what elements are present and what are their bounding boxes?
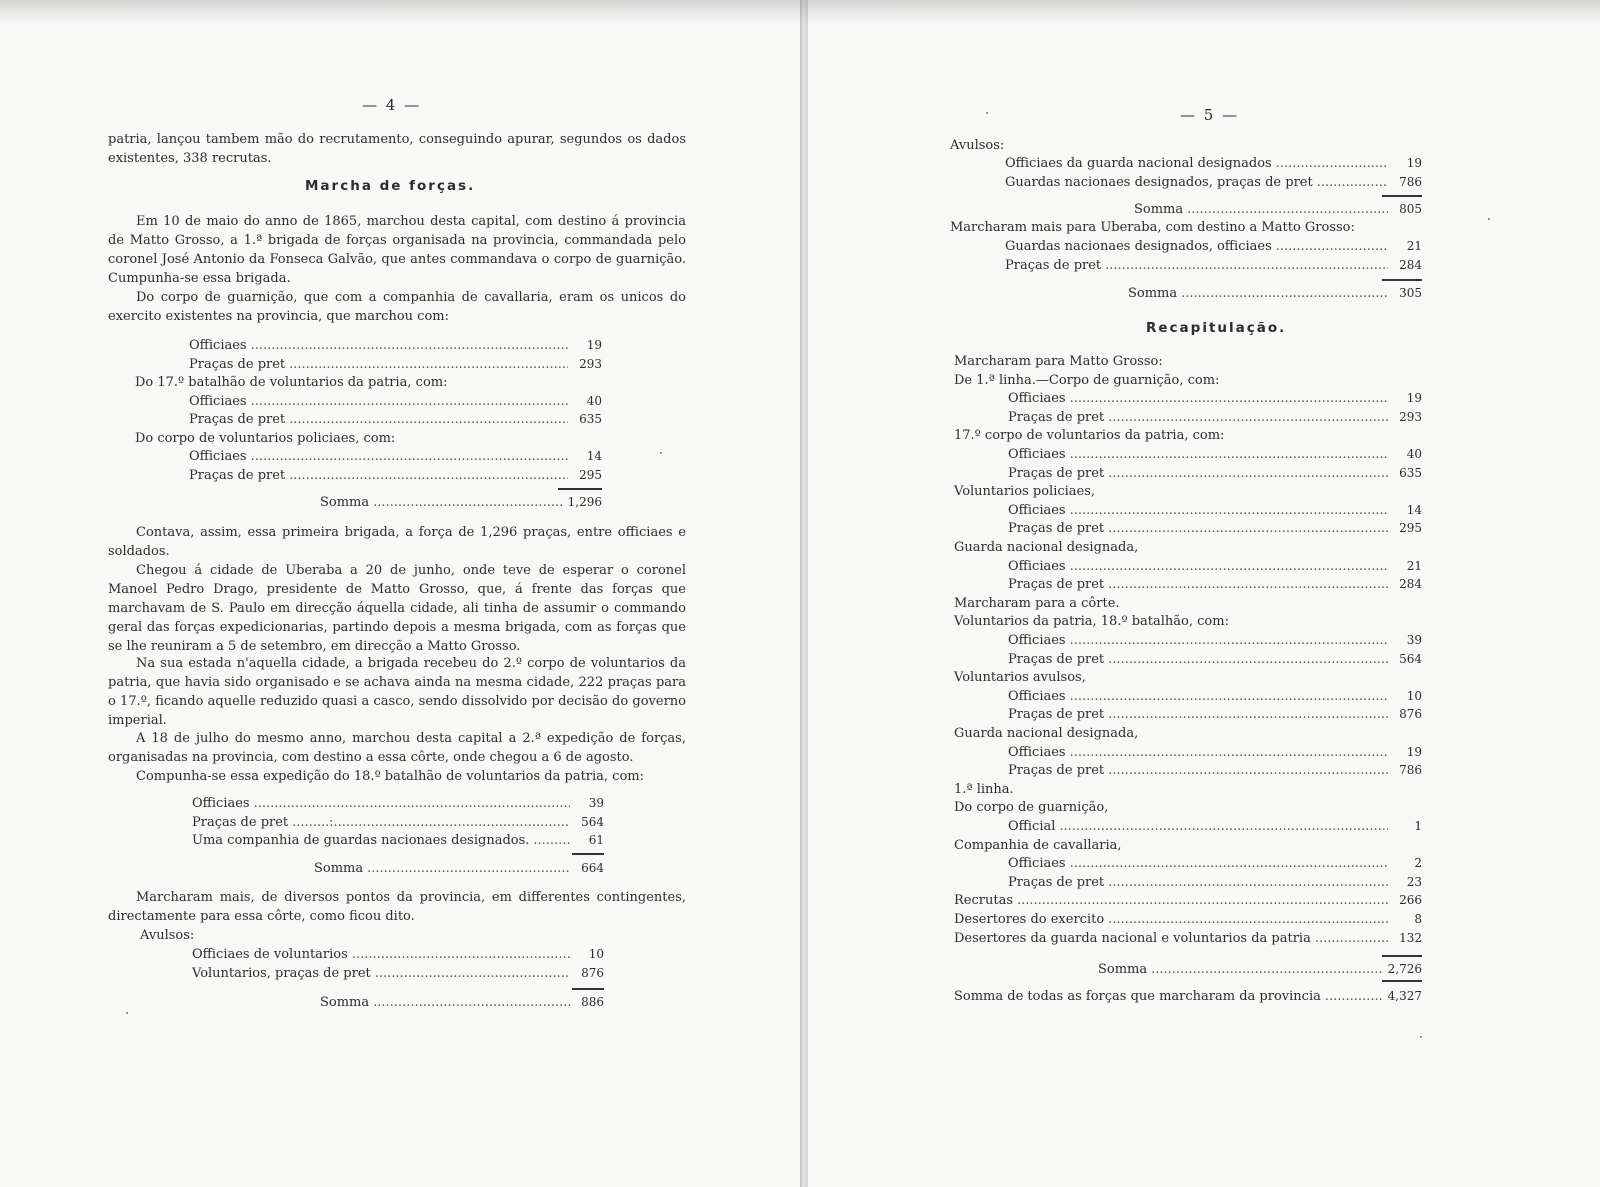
- row-label: De 1.ª linha.—Corpo de guarnição, com:: [954, 372, 1220, 388]
- table-row: [954, 910, 1422, 929]
- row-label: Praças de pret: [1008, 465, 1105, 481]
- row-value: 19: [1406, 156, 1422, 170]
- row-label: Praças de pret: [189, 356, 286, 372]
- table-row: [1008, 519, 1422, 538]
- leader-dots: [1070, 854, 1388, 873]
- row-label: Voluntarios, praças de pret: [192, 965, 371, 981]
- leader-dots: [1108, 519, 1388, 538]
- row-label: Marcharam para a côrte.: [954, 595, 1120, 611]
- leader-dots: [1317, 173, 1388, 192]
- leader-dots: [1187, 200, 1388, 219]
- row-label: Do 17.º batalhão de voluntarios da patria, com:: [135, 375, 448, 390]
- row-value: 14: [1406, 502, 1422, 517]
- table-row: [192, 813, 604, 832]
- row-label: 17.º corpo de voluntarios da patria, com:: [954, 428, 1225, 444]
- leader-dots: [1108, 705, 1388, 724]
- leader-dots: [1070, 389, 1388, 408]
- table-row: [954, 426, 1422, 445]
- row-label: Companhia de cavallaria,: [954, 837, 1122, 853]
- table-row: [192, 794, 604, 813]
- row-value: 19: [1406, 391, 1422, 406]
- total-label: Somma: [1098, 962, 1148, 977]
- leader-dots: [367, 859, 570, 878]
- total-label: Somma: [320, 995, 370, 1010]
- row-label: Officiaes de voluntarios: [192, 947, 348, 962]
- table-row: [189, 392, 602, 411]
- paragraph: Marcharam mais, de diversos pontos da provincia, em differentes contingentes, directamente para essa côrte, como ficou dito.: [108, 890, 686, 924]
- leader-dots: [1108, 761, 1388, 780]
- table-row: [189, 410, 602, 429]
- avulsos-label: Avulsos:: [140, 928, 195, 943]
- sum-rule: [1382, 980, 1422, 982]
- leader-dots: [1059, 817, 1388, 836]
- row-label: Officiaes: [1008, 688, 1066, 704]
- row-label: Officiaes: [1008, 502, 1066, 518]
- row-value: 10: [1406, 688, 1422, 703]
- table-row: [1008, 557, 1422, 576]
- table-row: [954, 668, 1422, 687]
- row-value: 293: [1399, 409, 1422, 424]
- leader-dots: [1070, 557, 1388, 576]
- table-total-row: [320, 493, 602, 512]
- grand-total-row: [954, 987, 1422, 1006]
- row-label: Guarda nacional designada,: [954, 540, 1139, 555]
- row-label: Guardas nacionaes designados, praças de pret: [1005, 174, 1313, 190]
- row-label: Marcharam para Matto Grosso:: [954, 354, 1163, 369]
- leader-dots: [1315, 929, 1388, 948]
- leader-dots: [251, 447, 568, 466]
- row-value: 39: [1406, 633, 1422, 647]
- paragraph: Na sua estada n'aquella cidade, a brigada recebeu do 2.º corpo de voluntarios da patria, que havia sido organisado e se achava ainda na mesma cidade, 222 praças para o 17.º, ficando aquelle reduzido quasi a casco, sendo dissolvido por decisão do governo imperial.: [108, 656, 686, 728]
- leader-dots: [1017, 891, 1388, 910]
- row-label: Desertores do exercito: [954, 912, 1105, 927]
- section-heading: Marcha de forças.: [305, 178, 476, 194]
- row-value: 40: [1406, 447, 1422, 461]
- row-label: Officiaes: [1008, 558, 1066, 574]
- table-row: [192, 831, 604, 850]
- grand-total-label: Somma de todas as forças que marcharam da provincia: [954, 989, 1321, 1004]
- leader-dots: [251, 392, 568, 411]
- row-value: 295: [579, 467, 602, 482]
- leader-dots: [1108, 910, 1388, 929]
- row-value: 23: [1406, 874, 1422, 889]
- row-label: Officiaes: [189, 449, 247, 464]
- leader-dots: [289, 466, 568, 485]
- table-row: [954, 594, 1422, 613]
- paper-speck: [660, 452, 662, 454]
- table-total-row: [1134, 200, 1422, 219]
- row-label: Praças de pret: [192, 814, 289, 830]
- row-label: Do corpo de voluntarios policiaes, com:: [135, 430, 396, 446]
- avulsos-label: Avulsos:: [950, 138, 1005, 153]
- table-row: [1008, 631, 1422, 650]
- table-row: [1008, 854, 1422, 873]
- row-value: 284: [1399, 577, 1422, 592]
- leader-dots: [1276, 154, 1388, 173]
- table-row: [954, 891, 1422, 910]
- leader-dots: [373, 993, 570, 1012]
- row-value: 1: [1414, 819, 1422, 833]
- table-row: [1005, 173, 1422, 192]
- row-value: 40: [586, 393, 602, 408]
- row-value: 8: [1414, 912, 1422, 926]
- leader-dots: [1070, 687, 1388, 706]
- table-row: [954, 371, 1422, 390]
- table-row: [954, 724, 1422, 743]
- paragraph: Do corpo de guarnição, que com a companhia de cavallaria, eram os unicos do exercito existentes na provincia, que marchou com:: [108, 290, 686, 324]
- leader-dots: [1105, 256, 1388, 275]
- leader-dots: [1181, 284, 1388, 303]
- table-row: [192, 964, 604, 983]
- leader-dots: [1070, 743, 1388, 762]
- row-value: 293: [579, 356, 602, 371]
- table-row: [1008, 705, 1422, 724]
- total-value: 805: [1399, 202, 1422, 216]
- table-row: [954, 798, 1422, 817]
- paper-speck: [330, 820, 332, 822]
- book-gutter: [800, 0, 808, 1187]
- row-label: Praças de pret: [1008, 763, 1105, 779]
- row-value: 14: [586, 449, 602, 463]
- table-row: [1008, 873, 1422, 892]
- sum-rule: [1382, 195, 1422, 197]
- row-label: Praças de pret: [189, 467, 286, 483]
- leader-dots: [1070, 631, 1388, 650]
- table-row: [135, 429, 602, 448]
- page-number: — 4 —: [362, 96, 422, 114]
- row-label: Praças de pret: [1008, 409, 1105, 425]
- row-value: 564: [581, 814, 604, 829]
- table-row: [954, 352, 1422, 371]
- leader-dots: [373, 493, 564, 512]
- row-label: Praças de pret: [1005, 257, 1102, 273]
- leader-dots: [1070, 445, 1388, 464]
- row-value: 876: [581, 965, 604, 980]
- row-label: Guarda nacional designada,: [954, 726, 1139, 741]
- row-value: 2: [1414, 856, 1422, 871]
- row-label: Officiaes: [1008, 391, 1066, 407]
- table-row: [1008, 743, 1422, 762]
- paper-speck: [1488, 218, 1490, 220]
- leader-dots: [251, 336, 568, 355]
- table-row: [1008, 445, 1422, 464]
- leader-dots: [1108, 464, 1388, 483]
- leader-dots: [1070, 501, 1388, 520]
- leader-dots: [289, 355, 568, 374]
- row-label: Praças de pret: [1008, 651, 1105, 667]
- row-label: Official: [1008, 819, 1056, 834]
- row-label: Recrutas: [954, 893, 1013, 909]
- row-value: 132: [1399, 930, 1422, 945]
- leader-dots: [1325, 987, 1384, 1006]
- row-label: Voluntarios policiaes,: [954, 484, 1096, 500]
- paper-speck: [986, 112, 988, 114]
- table-row: [189, 447, 602, 466]
- table-row: [954, 538, 1422, 557]
- row-label: Desertores da guarda nacional e voluntarios da patria: [954, 930, 1311, 946]
- row-value: 19: [586, 338, 602, 352]
- paragraph: Chegou á cidade de Uberaba a 20 de junho, onde teve de esperar o coronel Manoel Pedro Drago, presidente de Matto Grosso, que, á frente das forças que marchavam de S. Paulo em direcção áquella cidade, ali tinha de assumir o commando geral das forças expedicionarias, partindo depois a mesma brigada, com as forças que se lhe reuniram a 5 de setembro, em direcção a Matto Grosso.: [108, 563, 686, 654]
- table-row: [192, 945, 604, 964]
- paper-speck: [1420, 1036, 1422, 1038]
- uberaba-line: Marcharam mais para Uberaba, com destino a Matto Grosso:: [950, 220, 1355, 235]
- leader-dots: [1108, 575, 1388, 594]
- row-label: Officiaes: [189, 393, 247, 409]
- row-label: Voluntarios avulsos,: [954, 670, 1086, 686]
- table-row: [1008, 464, 1422, 483]
- scan-shadow: [0, 0, 1600, 24]
- table-row: [1008, 761, 1422, 780]
- leader-dots: [289, 410, 568, 429]
- sum-rule: [1382, 279, 1422, 281]
- leader-dots: [1108, 873, 1388, 892]
- row-label: Praças de pret: [189, 412, 286, 427]
- paragraph: Contava, assim, essa primeira brigada, a força de 1,296 praças, entre officiaes e soldados.: [108, 525, 686, 559]
- leader-dots: [292, 813, 570, 832]
- row-label: Praças de pret: [1008, 707, 1105, 723]
- row-value: 635: [1399, 465, 1422, 480]
- total-value: 1,296: [567, 495, 602, 509]
- table-row: [1008, 389, 1422, 408]
- table-row: [1008, 650, 1422, 669]
- row-label: Praças de pret: [1008, 577, 1105, 593]
- sum-rule: [1382, 955, 1422, 957]
- row-value: 876: [1399, 707, 1422, 722]
- table-row: [954, 929, 1422, 948]
- row-label: 1.ª linha.: [954, 781, 1014, 797]
- row-value: 21: [1406, 558, 1422, 573]
- table-row: [1008, 408, 1422, 427]
- leader-dots: [254, 794, 570, 813]
- row-label: Officiaes: [1008, 856, 1066, 872]
- table-row: [1008, 501, 1422, 520]
- total-label: Somma: [1128, 286, 1178, 301]
- row-value: 786: [1399, 174, 1422, 189]
- intro-paragraph: patria, lançou tambem mão do recrutamento, conseguindo apurar, segundos os dados existentes, 338 recrutas.: [108, 132, 686, 166]
- row-value: 786: [1399, 763, 1422, 778]
- table-row: [1005, 237, 1422, 256]
- leader-dots: [1276, 237, 1388, 256]
- row-label: Voluntarios da patria, 18.º batalhão, com:: [954, 614, 1229, 630]
- total-value: 2,726: [1387, 962, 1422, 976]
- recap-total-row: [1098, 960, 1422, 979]
- total-value: 664: [581, 861, 604, 875]
- table-row: [954, 836, 1422, 855]
- leader-dots: [1108, 650, 1388, 669]
- total-label: Somma: [1134, 202, 1184, 217]
- leader-dots: [375, 964, 570, 983]
- leader-dots: [1108, 408, 1388, 427]
- section-heading: Recapitulação.: [1146, 320, 1287, 336]
- leader-dots: [533, 831, 570, 850]
- table-row: [1005, 256, 1422, 275]
- table-row: [1008, 817, 1422, 836]
- row-value: 266: [1399, 893, 1422, 908]
- row-value: 19: [1406, 744, 1422, 759]
- table-row: [189, 355, 602, 374]
- table-row: [1008, 687, 1422, 706]
- table-row: [954, 482, 1422, 501]
- row-label: Officiaes: [189, 338, 247, 353]
- row-label: Guardas nacionaes designados, officiaes: [1005, 239, 1272, 254]
- leader-dots: [352, 945, 570, 964]
- row-value: 21: [1406, 239, 1422, 253]
- row-label: Do corpo de guarnição,: [954, 800, 1109, 816]
- sum-rule: [572, 853, 604, 855]
- paragraph: Em 10 de maio do anno de 1865, marchou desta capital, com destino á provincia de Matto Grosso, a 1.ª brigada de forças organisada na provincia, commandada pelo coronel José Antonio da Fonseca Galvão, que antes commandava o corpo de guarnição. Cumpunha-se essa brigada.: [108, 214, 686, 286]
- row-label: Officiaes: [1008, 447, 1066, 462]
- row-value: 295: [1399, 521, 1422, 536]
- sum-rule: [558, 488, 602, 490]
- sum-rule: [572, 988, 604, 990]
- total-label: Somma: [314, 861, 364, 876]
- row-label: Officiaes: [192, 796, 250, 811]
- table-row: [954, 780, 1422, 799]
- grand-total-value: 4,327: [1387, 989, 1422, 1003]
- row-value: 61: [588, 833, 604, 847]
- paragraph: Compunha-se essa expedição do 18.º batalhão de voluntarios da patria, com:: [136, 769, 644, 784]
- row-value: 10: [588, 947, 604, 961]
- table-row: [135, 373, 602, 392]
- page-number: — 5 —: [1180, 106, 1240, 124]
- table-row: [189, 336, 602, 355]
- row-value: 564: [1399, 651, 1422, 666]
- table-total-row: [1128, 284, 1422, 303]
- row-label: Officiaes: [1008, 633, 1066, 648]
- row-value: 39: [588, 796, 604, 810]
- paragraph: A 18 de julho do mesmo anno, marchou desta capital a 2.ª expedição de forças, organisadas na provincia, com destino a essa côrte, onde chegou a 6 de agosto.: [108, 731, 686, 765]
- total-value: 305: [1399, 286, 1422, 300]
- total-value: 886: [581, 995, 604, 1009]
- table-row: [189, 466, 602, 485]
- row-value: 284: [1399, 257, 1422, 272]
- table-total-row: [320, 993, 604, 1012]
- table-row: [1005, 154, 1422, 173]
- table-row: [954, 612, 1422, 631]
- right-page: [808, 0, 1600, 1187]
- row-label: Praças de pret: [1008, 874, 1105, 890]
- row-label: Officiaes da guarda nacional designados: [1005, 156, 1272, 171]
- leader-dots: [1151, 960, 1384, 979]
- table-row: [1008, 575, 1422, 594]
- row-label: Officiaes: [1008, 744, 1066, 760]
- total-label: Somma: [320, 495, 370, 510]
- paper-speck: [126, 1012, 128, 1014]
- row-label: Praças de pret: [1008, 521, 1105, 537]
- table-total-row: [314, 859, 604, 878]
- row-value: 635: [579, 412, 602, 426]
- row-label: Uma companhia de guardas nacionaes designados.: [192, 833, 530, 848]
